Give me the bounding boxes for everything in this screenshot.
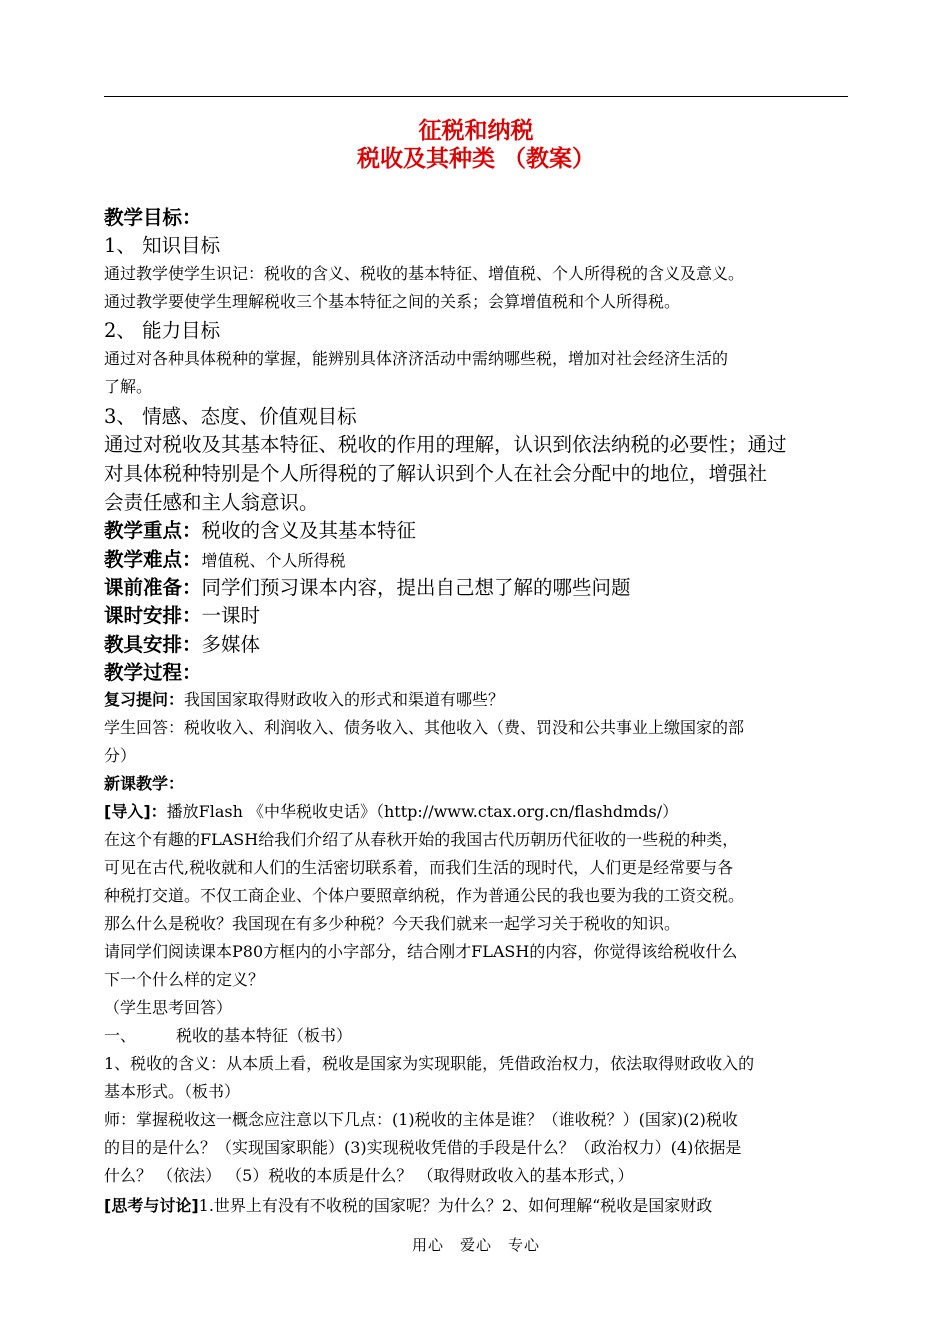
schedule-label: 课时安排：	[104, 604, 202, 627]
section1-num: 一、	[104, 1026, 137, 1045]
schedule	[104, 600, 260, 628]
paragraph2-line-2: 下一个什么样的定义？	[104, 970, 265, 989]
document-subtitle: 税收及其种类 （教案）	[356, 146, 595, 172]
ability-line-2: 了解。	[104, 377, 153, 396]
paragraph2-line-1: 请同学们阅读课本P80方框内的小字部分，结合刚才FLASH的内容，你觉得该给税收什么	[104, 942, 738, 961]
paragraph1-line-3: 种税打交道。不仅工商企业、个体户要照章纳税，作为普通公民的我也要为我的工资交税。	[104, 886, 745, 905]
intro-label: [导入]：	[104, 802, 167, 821]
objectives-heading: 教学目标：	[104, 206, 202, 229]
student-think: （学生思考回答）	[104, 998, 233, 1017]
preparation	[104, 572, 631, 600]
discussion-label: [思考与讨论]	[104, 1196, 199, 1215]
review-label: 复习提问：	[104, 690, 185, 709]
key-point-value: 税收的含义及其基本特征	[201, 519, 417, 542]
review-question	[104, 687, 504, 710]
teacher-line-2: 的目的是什么？（实现国家职能）(3)实现税收凭借的手段是什么？（政治权力）(4)依据是	[104, 1138, 742, 1157]
emotion-heading: 3、 情感、态度、价值观目标	[104, 405, 357, 428]
discussion-text: 1.世界上有没有不收税的国家呢？为什么？2、如何理解“税收是国家财政	[198, 1196, 713, 1215]
review-answer-line-2: 分）	[104, 746, 137, 765]
key-point	[104, 515, 416, 543]
knowledge-line-2: 通过教学要使学生理解税收三个基本特征之间的关系；会算增值税和个人所得税。	[104, 292, 681, 311]
document-title: 征税和纳税	[418, 118, 534, 144]
emotion-line-3: 会责任感和主人翁意识。	[104, 491, 319, 514]
preparation-label: 课前准备：	[104, 576, 202, 599]
page-footer: 用心 爱心 专心	[411, 1236, 540, 1254]
review-question-text: 我国国家取得财政收入的形式和渠道有哪些？	[184, 690, 505, 709]
emotion-line-2: 对具体税种特别是个人所得税的了解认识到个人在社会分配中的地位，增强社	[104, 462, 768, 485]
intro-text: 播放Flash 《中华税收史话》（http://www.ctax.org.cn/flashdmds/）	[166, 802, 679, 821]
paragraph1-line-4: 那么什么是税收？我国现在有多少种税？今天我们就来一起学习关于税收的知识。	[104, 914, 681, 933]
emotion-line-1: 通过对税收及其基本特征、税收的作用的理解，认识到依法纳税的必要性；通过	[104, 433, 787, 456]
definition-line-1: 1、税收的含义：从本质上看，税收是国家为实现职能，凭借政治权力，依法取得财政收入的	[104, 1054, 755, 1073]
tools-value: 多媒体	[201, 633, 261, 656]
tools-label: 教具安排：	[104, 633, 202, 656]
key-point-label: 教学重点：	[104, 519, 202, 542]
teacher-line-3: 什么？ （依法） （5）税收的本质是什么？ （取得财政收入的基本形式，）	[104, 1166, 634, 1185]
preparation-value: 同学们预习课本内容，提出自己想了解的哪些问题	[201, 576, 631, 599]
intro-line	[104, 799, 678, 822]
section1-title: 税收的基本特征（板书）	[176, 1026, 353, 1045]
paragraph1-line-2: 可见在古代,税收就和人们的生活密切联系着，而我们生活的现时代，人们更是经常要与各	[104, 858, 734, 877]
header-rule	[104, 96, 848, 97]
new-lesson-heading: 新课教学：	[104, 774, 185, 793]
knowledge-line-1: 通过教学使学生识记：税收的含义、税收的基本特征、增值税、个人所得税的含义及意义。	[104, 264, 745, 283]
knowledge-heading: 1、 知识目标	[104, 234, 221, 257]
process-heading: 教学过程：	[104, 661, 202, 684]
difficult-point-value: 增值税、个人所得税	[201, 551, 346, 570]
discussion-line	[104, 1193, 712, 1216]
schedule-value: 一课时	[201, 604, 261, 627]
ability-heading: 2、 能力目标	[104, 319, 221, 342]
definition-line-2: 基本形式。（板书）	[104, 1082, 241, 1101]
review-answer-line-1: 学生回答：税收收入、利润收入、债务收入、其他收入（费、罚没和公共事业上缴国家的部	[104, 718, 745, 737]
ability-line-1: 通过对各种具体税种的掌握，能辨别具体济济活动中需纳哪些税，增加对社会经济生活的	[104, 349, 729, 368]
tools	[104, 629, 260, 657]
teacher-line-1: 师：掌握税收这一概念应注意以下几点：(1)税收的主体是谁？（谁收税？）(国家)(2)税收	[104, 1110, 738, 1129]
difficult-point	[104, 544, 346, 572]
difficult-point-label: 教学难点：	[104, 548, 202, 571]
section1-heading	[104, 1023, 352, 1046]
paragraph1-line-1: 在这个有趣的FLASH给我们介绍了从春秋开始的我国古代历朝历代征收的一些税的种类，	[104, 830, 739, 849]
